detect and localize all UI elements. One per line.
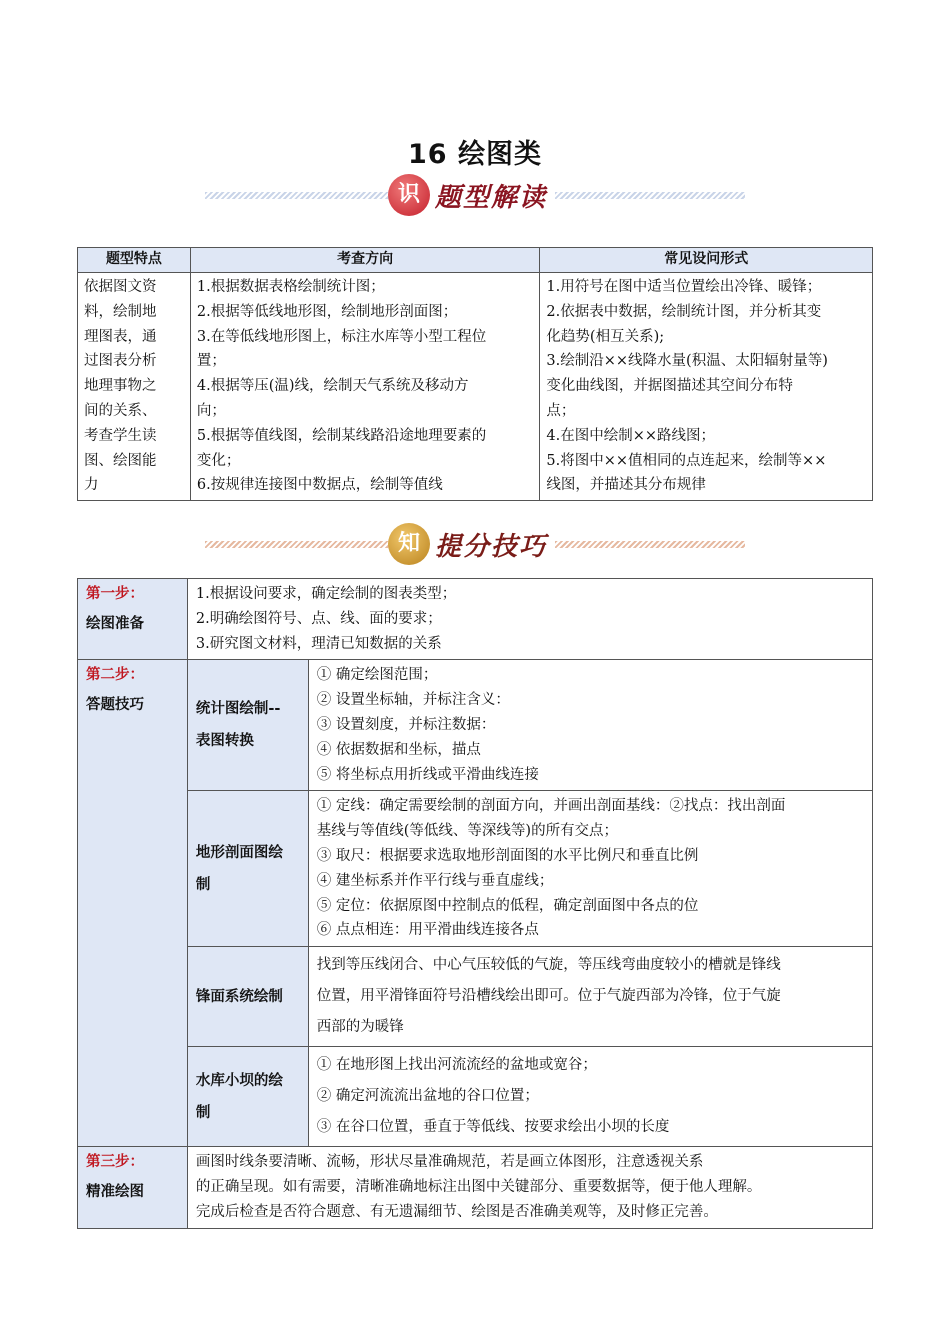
table-row-step2-sub4 — [78, 1047, 873, 1147]
text-line: 统计图绘制-- — [195, 701, 281, 718]
text-line: ⑤ 定位：依据原图中控制点的低程，确定剖面图中各点的位 — [316, 897, 699, 914]
text-line: 线图，并描述其分布规律 — [546, 477, 706, 494]
banner-stripe-left — [205, 541, 395, 548]
sub-content-dam — [308, 1047, 872, 1147]
step-number: 第二步： — [86, 667, 144, 684]
header-features: 题型特点 — [78, 248, 191, 273]
text-line: 2.根据等低线地形图，绘制地形剖面图； — [196, 303, 458, 320]
text-line: 地理事物之 — [84, 378, 157, 395]
banner-stripe-right — [555, 541, 745, 548]
sub-content-front — [308, 947, 872, 1047]
sub-content-chart — [308, 660, 872, 791]
header-direction: 考查方向 — [190, 248, 540, 273]
banner-title: 提分技巧 — [435, 532, 548, 562]
seal-icon: 知 — [388, 523, 430, 565]
text-line: 3.在等低线地形图上，标注水库等小型工程位 — [196, 328, 487, 345]
text-line: 制 — [195, 876, 211, 893]
text-line: 地形剖面图绘 — [195, 844, 283, 861]
text-line: ① 确定绘图范围； — [316, 667, 438, 684]
text-line: 变化； — [196, 452, 241, 469]
text-line: 依据图文资 — [84, 279, 157, 295]
question-type-table — [77, 247, 873, 501]
step-number: 第一步： — [86, 586, 144, 602]
text-line: 2.明确绘图符号、点、线、面的要求； — [195, 610, 442, 627]
text-line: ⑥ 点点相连：用平滑曲线连接各点 — [316, 922, 539, 939]
step1-content — [187, 579, 872, 660]
table-header-row — [78, 248, 873, 273]
header-forms: 常见设问形式 — [540, 248, 873, 273]
text-line: ① 定线：确定需要绘制的剖面方向，并画出剖面基线：②找点：找出剖面 — [316, 798, 786, 815]
text-line: ④ 建坐标系并作平行线与垂直虚线； — [316, 872, 554, 889]
features-cell — [78, 273, 191, 501]
section-banner-question-types — [205, 173, 745, 219]
text-line: 置； — [196, 353, 226, 370]
text-line: 力 — [84, 477, 99, 494]
text-line: 5.根据等值线图，绘制某线路沿途地理要素的 — [196, 427, 487, 444]
text-line: 料，绘制地 — [84, 303, 157, 320]
text-line: ④ 依据数据和坐标，描点 — [316, 741, 481, 758]
text-line: 西部的为暖锋 — [316, 1019, 404, 1036]
text-line: 4.在图中绘制××路线图； — [546, 427, 716, 444]
section-banner-skills — [205, 522, 745, 568]
seal-icon: 识 — [388, 174, 430, 216]
text-line: 锋面系统绘制 — [195, 988, 283, 1005]
step-number: 第三步： — [86, 1154, 144, 1171]
text-line: ② 确定河流流出盆地的谷口位置； — [316, 1088, 539, 1105]
step-name: 答题技巧 — [86, 697, 144, 714]
text-line: 6.按规律连接图中数据点，绘制等值线 — [196, 477, 443, 494]
text-line: 间的关系、 — [84, 402, 157, 419]
step3-label — [78, 1147, 188, 1228]
text-line: 1.根据设问要求，确定绘制的图表类型； — [195, 586, 457, 602]
text-line: 4.根据等压(温)线，绘制天气系统及移动方 — [196, 378, 469, 395]
table-row — [78, 273, 873, 501]
table-row-step3 — [78, 1147, 873, 1228]
sub-label-profile — [187, 791, 308, 947]
text-line: 变化曲线图，并据图描述其空间分布特 — [546, 378, 793, 395]
table-row-step2-sub3 — [78, 947, 873, 1047]
text-line: 过图表分析 — [84, 353, 157, 370]
text-line: 1.根据数据表格绘制统计图； — [196, 279, 385, 295]
text-line: 制 — [195, 1104, 211, 1121]
text-line: 2.依据表中数据，绘制统计图，并分析其变 — [546, 303, 822, 320]
text-line: 3.研究图文材料，理清已知数据的关系 — [195, 635, 442, 652]
text-line: 表图转换 — [195, 733, 254, 750]
table-row-step2-sub1 — [78, 660, 873, 791]
text-line: ③ 设置刻度，并标注数据： — [316, 716, 496, 733]
text-line: 5.将图中××值相同的点连起来，绘制等×× — [546, 452, 827, 469]
text-line: ③ 在谷口位置，垂直于等低线、按要求绘出小坝的长度 — [316, 1119, 670, 1136]
banner-title: 题型解读 — [435, 183, 548, 213]
sub-label-front — [187, 947, 308, 1047]
step3-content — [187, 1147, 872, 1228]
text-line: 完成后检查是否符合题意、有无遗漏细节、绘图是否准确美观等，及时修正完善。 — [195, 1203, 718, 1220]
text-line: 化趋势(相互关系); — [546, 328, 665, 345]
text-line: ③ 取尺：根据要求选取地形剖面图的水平比例尺和垂直比例 — [316, 847, 699, 864]
text-line: 理图表，通 — [84, 328, 157, 345]
text-line: 考查学生读 — [84, 427, 157, 444]
step-name: 精准绘图 — [86, 1183, 144, 1200]
text-line: 基线与等值线(等低线、等深线等)的所有交点； — [316, 823, 619, 840]
step1-label — [78, 579, 188, 660]
banner-stripe-left — [205, 192, 395, 199]
sub-label-dam — [187, 1047, 308, 1147]
forms-cell — [540, 273, 873, 501]
sub-label-chart — [187, 660, 308, 791]
skills-table — [77, 578, 873, 1229]
banner-stripe-right — [555, 192, 745, 199]
text-line: 图、绘图能 — [84, 452, 157, 469]
text-line: 画图时线条要清晰、流畅，形状尽量准确规范，若是画立体图形，注意透视关系 — [195, 1154, 704, 1171]
text-line: ⑤ 将坐标点用折线或平滑曲线连接 — [316, 766, 539, 783]
step2-label — [78, 660, 188, 1147]
step-name: 绘图准备 — [86, 615, 144, 632]
text-line: ② 设置坐标轴，并标注含义： — [316, 692, 510, 709]
table-row-step2-sub2 — [78, 791, 873, 947]
text-line: 3.绘制沿××线降水量(积温、太阳辐射量等) — [546, 353, 828, 370]
sub-content-profile — [308, 791, 872, 947]
text-line: 找到等压线闭合、中心气压较低的气旋，等压线弯曲度较小的槽就是锋线 — [316, 957, 781, 974]
text-line: 水库小坝的绘 — [195, 1072, 283, 1089]
page-title: 16 绘图类 — [408, 139, 542, 170]
text-line: 1.用符号在图中适当位置绘出冷锋、暖锋； — [546, 279, 822, 295]
text-line: 的正确呈现。如有需要，清晰准确地标注出图中关键部分、重要数据等，便于他人理解。 — [195, 1178, 762, 1195]
text-line: 向； — [196, 402, 226, 419]
direction-cell — [190, 273, 540, 501]
text-line: ① 在地形图上找出河流流经的盆地或宽谷； — [316, 1057, 597, 1074]
text-line: 点； — [546, 402, 576, 419]
text-line: 位置，用平滑锋面符号沿槽线绘出即可。位于气旋西部为冷锋，位于气旋 — [316, 988, 781, 1005]
table-row-step1 — [78, 579, 873, 660]
